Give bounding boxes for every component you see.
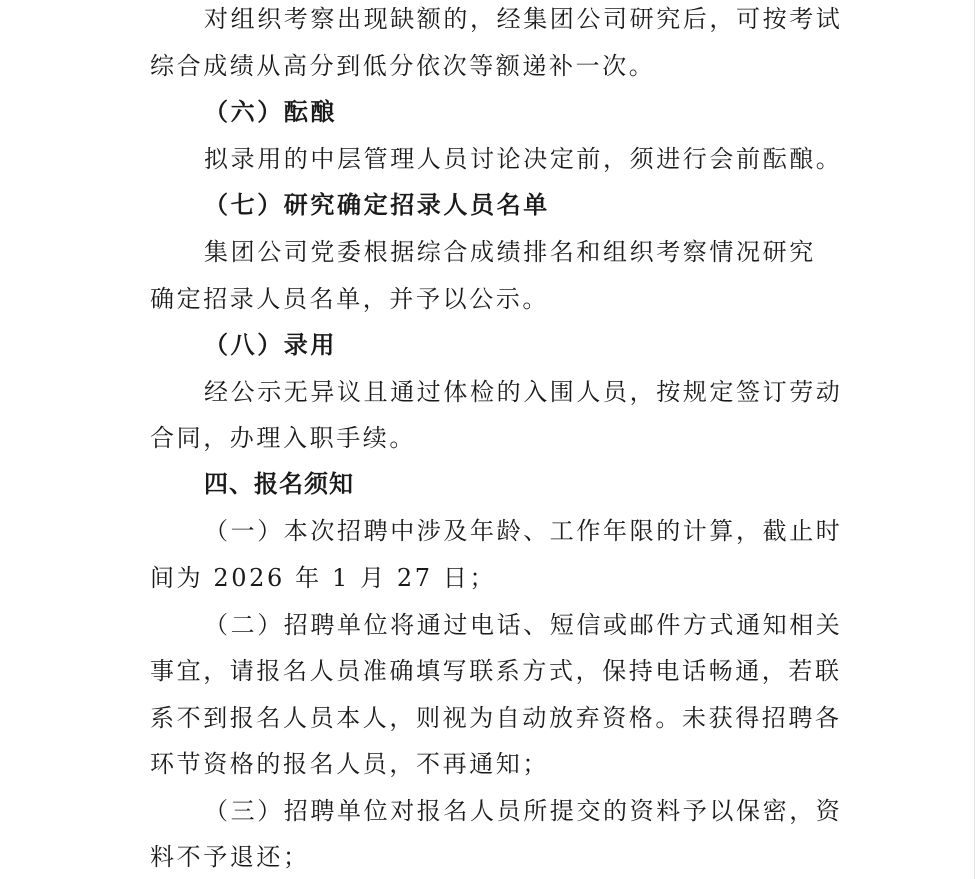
subsection-heading: （八）录用 [204, 330, 337, 359]
paragraph-line: 对组织考察出现缺额的，经集团公司研究后，可按考试 [204, 5, 843, 33]
paragraph-line: 确定招录人员名单，并予以公示。 [150, 285, 549, 313]
section-heading: 四、报名须知 [204, 470, 354, 498]
paragraph-line: （二）招聘单位将通过电话、短信或邮件方式通知相关 [204, 611, 843, 639]
paragraph-line: 合同，办理入职手续。 [150, 424, 416, 452]
paragraph-line: 经公示无异议且通过体检的入围人员，按规定签订劳动 [204, 378, 843, 406]
paragraph-line: （一）本次招聘中涉及年龄、工作年限的计算，截止时 [204, 517, 843, 545]
subsection-heading: （六）酝酿 [204, 97, 337, 126]
paragraph-line: 环节资格的报名人员，不再通知； [150, 750, 549, 778]
paragraph-line: 综合成绩从高分到低分依次等额递补一次。 [150, 52, 656, 80]
paragraph-line: 集团公司党委根据综合成绩排名和组织考察情况研究 [204, 238, 816, 266]
paragraph-line: 间为 2026 年 1 月 27 日； [150, 564, 497, 592]
paragraph-line: 事宜，请报名人员准确填写联系方式，保持电话畅通，若联 [150, 657, 842, 685]
paragraph-line: （三）招聘单位对报名人员所提交的资料予以保密，资 [204, 797, 843, 825]
paragraph-line: 料不予退还； [150, 843, 310, 871]
paragraph-line: 系不到报名人员本人，则视为自动放弃资格。未获得招聘各 [150, 704, 842, 732]
subsection-heading: （七）研究确定招录人员名单 [204, 190, 550, 219]
paragraph-line: 拟录用的中层管理人员讨论决定前，须进行会前酝酿。 [204, 145, 843, 173]
